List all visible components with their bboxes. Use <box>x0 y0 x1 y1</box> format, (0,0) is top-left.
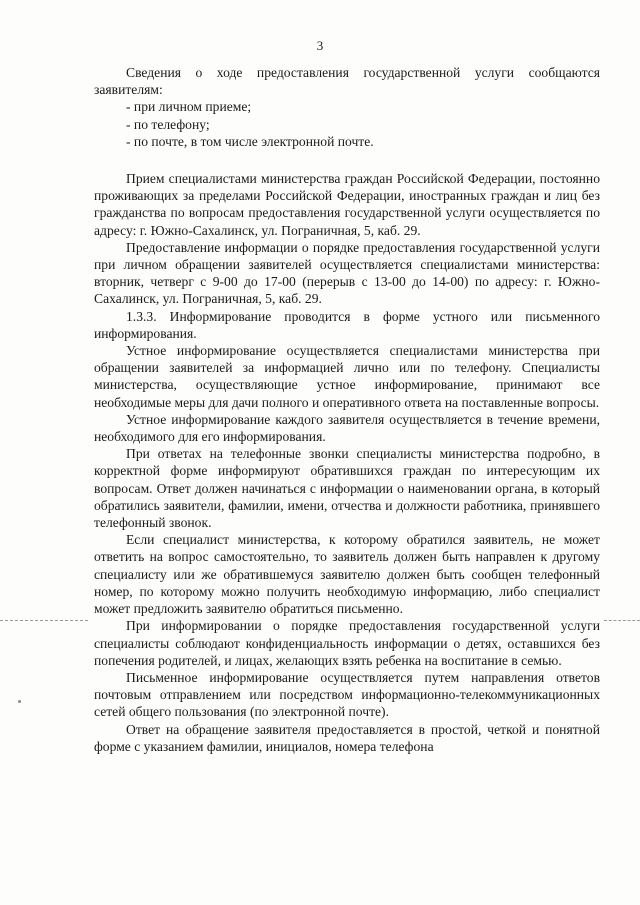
scan-artifact-line-left <box>0 620 88 622</box>
spacer <box>94 150 600 170</box>
paragraph-confidentiality: При информировании о порядке предоставления государственной услуги специалисты соблюдают конфиденциальность информации о детях, оставшихся без попечения родителей, и лицах, желающих взять ребенка на воспитание в семью. <box>94 618 600 668</box>
list-item-personal: - при личном приеме; <box>126 99 252 115</box>
paragraph-1-3-3: 1.3.3. Информирование проводится в форме устного или письменного информирования. <box>94 308 600 341</box>
scan-artifact-dot <box>18 700 21 703</box>
list-item-mail: - по почте, в том числе электронной почте. <box>126 133 374 149</box>
paragraph-phone-calls: При ответах на телефонные звонки специалисты министерства подробно, в корректной форме информируют обратившихся граждан по интересующим их вопросам. Ответ должен начинаться с информации о наименовании органа, в который обратились заявители, фамилии, имени, отчества и должности работника, принявшего телефонный звонок. <box>94 446 600 531</box>
page-number: 3 <box>316 38 324 53</box>
paragraph-schedule: Предоставление информации о порядке предоставления государственной услуги при личном обращении заявителей осуществляется специалистами министерства: вторник, четверг с 9-00 до 17-00 (перерыв с 13-00 до 14-00) по адресу: г. Южно-Сахалинск, ул. Пограничная, 5, каб. 29. <box>94 239 600 307</box>
paragraph-redirect: Если специалист министерства, к которому обратился заявитель, не может ответить на вопрос самостоятельно, то заявитель должен быть направлен к другому специалисту или же обратившемуся заявителю должен быть сообщен телефонный номер, по которому можно получить необходимую информацию, либо специалист может предложить заявителю обратиться письменно. <box>94 532 600 617</box>
document-body <box>94 64 600 755</box>
paragraph-written-info: Письменное информирование осуществляется путем направления ответов почтовым отправлением или посредством информационно-телекоммуникационных сетей общего пользования (по электронной почте). <box>94 669 600 720</box>
paragraph-answer-form: Ответ на обращение заявителя предоставляется в простой, четкой и понятной форме с указанием фамилии, инициалов, номера телефона <box>94 721 600 754</box>
list-item-phone: - по телефону; <box>126 116 210 132</box>
paragraph-oral-time: Устное информирование каждого заявителя осуществляется в течение времени, необходимого для его информирования. <box>94 411 600 445</box>
paragraph-reception: Прием специалистами министерства граждан Российской Федерации, постоянно проживающих за пределами Российской Федерации, иностранных граждан и лиц без гражданства по вопросам предоставления государственной услуги осуществляется по адресу: г. Южно-Сахалинск, ул. Пограничная, 5, каб. 29. <box>94 171 600 238</box>
scan-artifact-line-right <box>604 620 640 622</box>
paragraph-oral-info: Устное информирование осуществляется специалистами министерства при обращении заявителей за информацией лично или по телефону. Специалисты министерства, осуществляющие устное информирование, принимают все необходимые меры для дачи полного и оперативного ответа на поставленные вопросы. <box>94 343 600 410</box>
paragraph-intro: Сведения о ходе предоставления государственной услуги сообщаются заявителям: <box>94 65 600 98</box>
